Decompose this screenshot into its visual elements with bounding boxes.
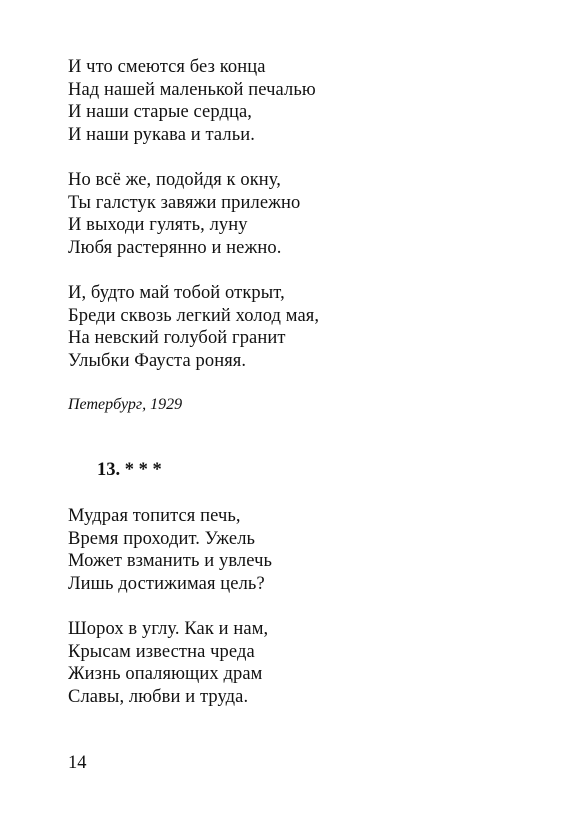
- poem-12-stanza-2: [68, 169, 300, 259]
- verse-line: Над нашей маленькой печалью: [68, 79, 316, 100]
- verse-line: Время проходит. Ужель: [68, 528, 256, 549]
- verse-line: Шорох в углу. Как и нам,: [68, 619, 269, 639]
- poem-12-stanza-3: [68, 282, 319, 372]
- verse-line: Лишь достижимая цель?: [68, 573, 265, 594]
- verse-line: Улыбки Фауста роняя.: [68, 350, 247, 371]
- poem-place-date: Петербург, 1929: [68, 396, 183, 413]
- page-number: 14: [68, 753, 87, 773]
- poem-13-heading: 13. * * *: [97, 460, 162, 480]
- verse-line: И, будто май тобой открыт,: [68, 283, 285, 303]
- verse-line: Жизнь опаляющих драм: [68, 664, 263, 684]
- verse-line: И наши рукава и тальи.: [68, 124, 255, 145]
- verse-line: Любя растерянно и нежно.: [68, 237, 282, 258]
- verse-line: Может взманить и увлечь: [68, 551, 273, 571]
- verse-line: Ты галстук завяжи прилежно: [68, 192, 301, 213]
- verse-line: И наши старые сердца,: [68, 102, 253, 122]
- verse-line: И что смеются без конца: [68, 57, 266, 77]
- verse-line: Мудрая топится печь,: [68, 506, 241, 526]
- poem-13-stanza-2: [68, 618, 268, 708]
- verse-line: На невский голубой гранит: [68, 328, 286, 348]
- verse-line: И выходи гулять, луну: [68, 215, 248, 235]
- verse-line: Бреди сквозь легкий холод мая,: [68, 305, 320, 326]
- verse-line: Крысам известна чреда: [68, 641, 255, 662]
- poem-12-stanza-1: [68, 56, 316, 146]
- poem-13-stanza-1: [68, 505, 272, 595]
- verse-line: Но всё же, подойдя к окну,: [68, 170, 282, 190]
- verse-line: Славы, любви и труда.: [68, 686, 249, 707]
